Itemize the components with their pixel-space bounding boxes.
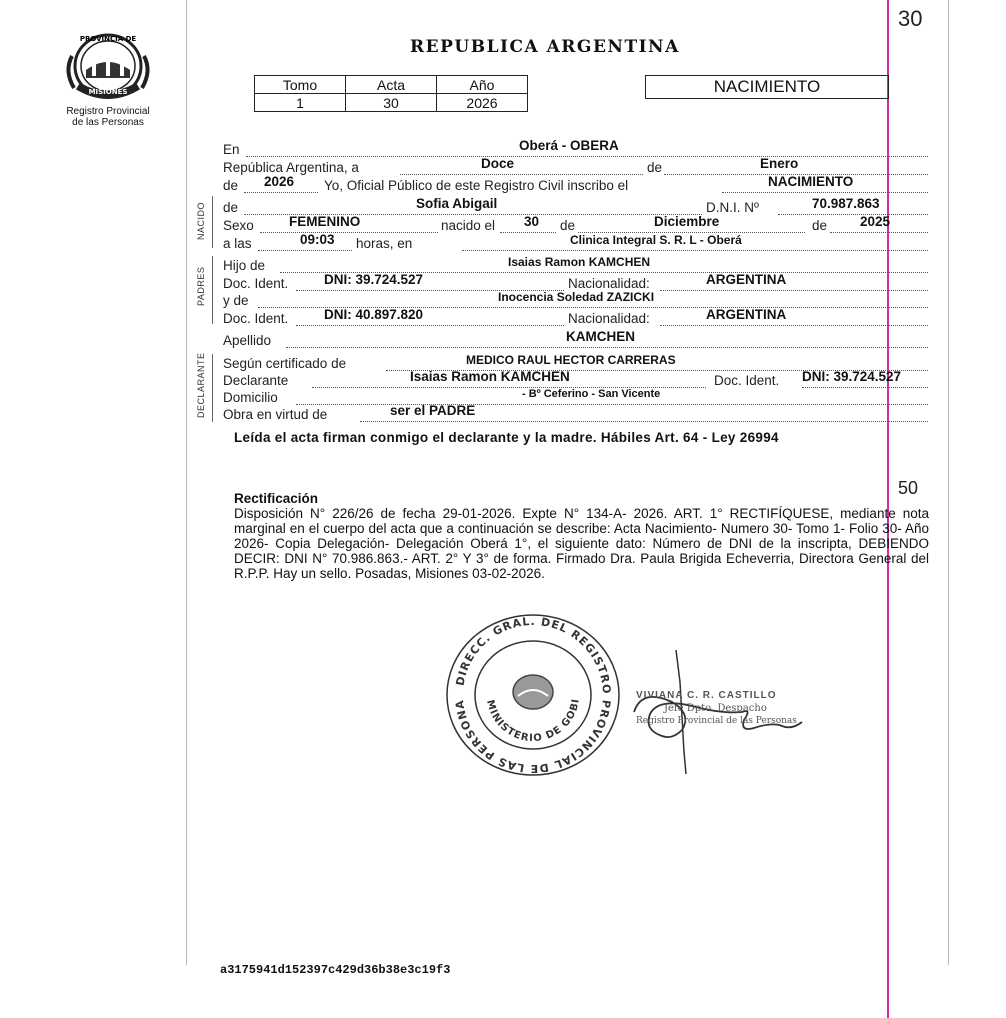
birth-year-value: 2025 [860, 214, 891, 229]
table-cell: 2026 [437, 94, 528, 112]
inscription-type-value: NACIMIENTO [768, 174, 854, 189]
dotted-line [286, 347, 928, 348]
dotted-line [260, 232, 438, 233]
day-value: Doce [481, 156, 515, 171]
table-header: Tomo [255, 76, 346, 94]
hijo-de-label: Hijo de [223, 258, 266, 273]
table-header: Año [437, 76, 528, 94]
left-margin-line [186, 0, 187, 965]
table-cell: 1 [255, 94, 346, 112]
declarant-dni-value: DNI: 39.724.527 [802, 369, 902, 384]
nacido-bracket [212, 196, 217, 248]
certificado-label: Según certificado de [223, 356, 347, 371]
mother-dni-value: DNI: 40.897.820 [324, 307, 424, 322]
record-type-box: NACIMIENTO [645, 75, 889, 99]
nacido-el-label: nacido el [441, 218, 496, 233]
dotted-line [296, 325, 564, 326]
padres-bracket [212, 256, 217, 324]
province-shield-icon [58, 26, 158, 101]
logo-caption-line2: de las Personas [72, 117, 144, 128]
doc-ident-label: Doc. Ident. [714, 373, 780, 388]
stamp-line1: VIVIANA C. R. CASTILLO [636, 690, 777, 701]
nacido-side-label: NACIDO [196, 201, 206, 240]
dotted-line [660, 325, 928, 326]
dotted-line [462, 250, 928, 251]
father-nationality-value: ARGENTINA [706, 272, 787, 287]
right-margin-line [948, 0, 949, 965]
address-value: - Bº Ceferino - San Vicente [522, 388, 661, 400]
tomo-acta-ano-table [254, 75, 528, 112]
nacionalidad-label: Nacionalidad: [568, 311, 650, 326]
stamp-line3: Registro Provincial de las Personas [636, 716, 797, 726]
birth-day-value: 30 [524, 214, 540, 229]
declarante-side-label: DECLARANTE [196, 352, 206, 418]
margin-number: 50 [898, 478, 919, 498]
de-label: de [223, 178, 239, 193]
document-hash: a3175941d152397c429d36b38e3c19f3 [220, 963, 451, 977]
doc-ident-label: Doc. Ident. [223, 311, 289, 326]
obra-label: Obra en virtud de [223, 407, 328, 422]
declarante-label: Declarante [223, 373, 289, 388]
de-label: de [223, 200, 239, 215]
child-name-value: Sofia Abigail [416, 196, 498, 211]
month-value: Enero [760, 156, 799, 171]
year-value: 2026 [264, 174, 295, 189]
de-label: de [560, 218, 576, 233]
birth-time-value: 09:03 [300, 232, 335, 247]
padres-side-label: PADRES [196, 266, 206, 306]
dotted-line [802, 387, 928, 388]
logo-caption-line1: Registro Provincial [66, 106, 150, 117]
signature [632, 642, 832, 778]
dotted-line [360, 421, 928, 422]
dotted-line [830, 232, 928, 233]
dotted-line [500, 232, 556, 233]
official-seal [444, 612, 622, 778]
certifier-value: MEDICO RAUL HECTOR CARRERAS [466, 353, 676, 367]
table-cell: 30 [346, 94, 437, 112]
father-dni-value: DNI: 39.724.527 [324, 272, 424, 287]
republica-label: República Argentina, a [223, 160, 359, 175]
place-value: Oberá - OBERA [519, 138, 619, 153]
dotted-line [258, 250, 352, 251]
y-de-label: y de [223, 293, 249, 308]
rectificacion-title: Rectificación [234, 491, 319, 506]
svg-text:PROVINCIA DE: PROVINCIA DE [79, 35, 137, 43]
stamp-line2: Jefe Dpto. Despacho [664, 703, 767, 714]
svg-text:DIRECC. GRAL. DEL REGISTRO PRO: DIRECC. GRAL. DEL REGISTRO PROVINCIAL DE LAS PERSONA [453, 614, 614, 776]
horas-en-label: horas, en [356, 236, 413, 251]
nacionalidad-label: Nacionalidad: [568, 276, 650, 291]
de-label: de [647, 160, 663, 175]
dotted-line [246, 156, 928, 157]
birth-place-value: Clinica Integral S. R. L - Oberá [570, 233, 742, 247]
dotted-line [778, 214, 928, 215]
dotted-line [244, 192, 318, 193]
svg-text:MINISTERIO DE GOBIERNO: MINISTERIO DE GOBI [484, 697, 582, 745]
doc-ident-label: Doc. Ident. [223, 276, 289, 291]
mother-name-value: Inocencia Soledad ZAZICKI [498, 290, 655, 304]
domicilio-label: Domicilio [223, 390, 278, 405]
en-label: En [223, 142, 240, 157]
registry-logo [58, 26, 158, 128]
birth-month-value: Diciembre [654, 214, 720, 229]
sexo-label: Sexo [223, 218, 254, 233]
apellido-label: Apellido [223, 333, 272, 348]
a-las-label: a las [223, 236, 252, 251]
document-title: REPUBLICA ARGENTINA [410, 37, 680, 57]
seal-icon [444, 612, 622, 778]
closing-text: Leída el acta firman conmigo el declarante y la madre. Hábiles Art. 64 - Ley 26994 [234, 430, 779, 445]
child-dni-value: 70.987.863 [812, 196, 880, 211]
dotted-line [400, 174, 643, 175]
surname-value: KAMCHEN [566, 329, 635, 344]
declarant-name-value: Isaias Ramon KAMCHEN [410, 369, 570, 384]
father-name-value: Isaias Ramon KAMCHEN [508, 255, 651, 269]
page-number: 30 [898, 6, 923, 31]
reason-value: ser el PADRE [390, 403, 476, 418]
svg-text:MISIONES: MISIONES [88, 88, 128, 96]
de-label: de [812, 218, 828, 233]
declarante-bracket [212, 354, 217, 422]
sex-value: FEMENINO [289, 214, 361, 229]
inscribo-text: Yo, Oficial Público de este Registro Civil inscribo el [324, 178, 629, 193]
dni-label: D.N.I. Nº [706, 200, 759, 215]
dotted-line [722, 192, 928, 193]
dotted-line [660, 290, 928, 291]
table-header: Acta [346, 76, 437, 94]
mother-nationality-value: ARGENTINA [706, 307, 787, 322]
rectificacion-body: Disposición N° 226/26 de fecha 29-01-2026. Expte N° 134-A- 2026. ART. 1° RECTIFÍQUESE, mediante nota marginal en el cuerpo del acta que a continuación se describe: Acta Nacimiento- Numero 30- Tomo 1- Folio 30- Año 2026- Copia Delegación- Delegación Oberá 1°, el siguiente dato: Número de DNI de la inscripta, DEBIENDO DECIR: DNI N° 70.986.863.- ART. 2° Y 3° de forma. Firmado Dra. Paula Brigida Echeverria, Directora General del R.P.P. Hay un sello. Posadas, Misiones 03-02-2026. [234, 506, 929, 581]
